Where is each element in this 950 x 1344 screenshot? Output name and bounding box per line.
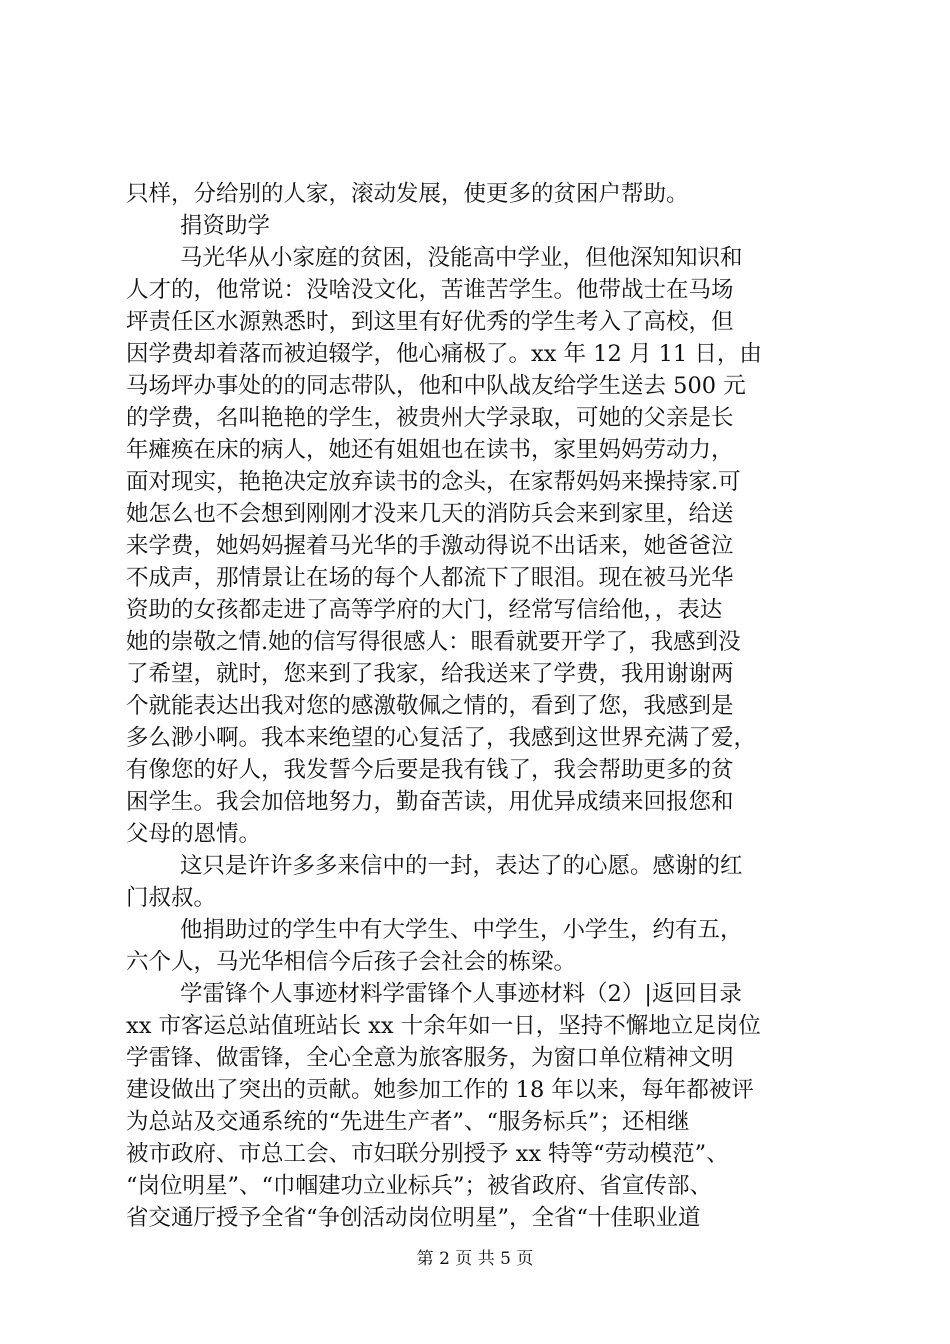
text-line: 个就能表达出我对您的感激敬佩之情的，看到了您，我感到是 — [126, 693, 734, 719]
text-line: 父母的恩情。 — [126, 821, 262, 847]
text-line: 她怎么也不会想到刚刚才没来几天的消防兵会来到家里，给送 — [126, 501, 734, 527]
text-line: 被市政府、市总工会、市妇联分别授予 xx 特等“劳动模范”、 — [126, 1141, 729, 1167]
text-line: 了希望，就时，您来到了我家，给我送来了学费，我用谢谢两 — [126, 661, 734, 687]
text-line: 省交通厅授予全省“争创活动岗位明星”，全省“十佳职业道 — [126, 1205, 701, 1231]
text-line: 马光华从小家庭的贫困，没能高中学业，但他深知知识和 — [180, 245, 743, 271]
text-line: 有像您的好人，我发誓今后要是我有钱了，我会帮助更多的贫 — [126, 757, 734, 783]
text-line: 六个人，马光华相信今后孩子会社会的栋梁。 — [126, 949, 577, 975]
text-line: 只样，分给别的人家，滚动发展，使更多的贫困户帮助。 — [126, 181, 689, 207]
text-line: 人才的，他常说：没啥没文化，苦谁苦学生。他带战士在马场 — [126, 277, 734, 303]
text-line: 他捐助过的学生中有大学生、中学生，小学生，约有五， — [180, 917, 743, 943]
text-line: 面对现实，艳艳决定放弃读书的念头，在家帮妈妈来操持家.可 — [126, 469, 741, 495]
text-line: 多么渺小啊。我本来绝望的心复活了，我感到这世界充满了爱， — [126, 725, 757, 751]
text-line: 马场坪办事处的的同志带队，他和中队战友给学生送去 500 元 — [126, 373, 746, 399]
text-line: 坪责任区水源熟悉时，到这里有好优秀的学生考入了高校，但 — [126, 309, 734, 335]
text-line: 因学费却着落而被迫辍学，他心痛极了。xx 年 12 月 11 日，由 — [126, 341, 762, 367]
text-line: 学雷锋、做雷锋，全心全意为旅客服务，为窗口单位精神文明 — [126, 1045, 734, 1071]
text-line: xx 市客运总站值班站长 xx 十余年如一日，坚持不懈地立足岗位 — [126, 1013, 761, 1039]
text-line: 她的崇敬之情.她的信写得很感人：眼看就要开学了，我感到没 — [126, 629, 741, 655]
text-line: 建设做出了突出的贡献。她参加工作的 18 年以来，每年都被评 — [126, 1077, 754, 1103]
text-line: 门叔叔。 — [126, 885, 217, 911]
text-line: 不成声，那情景让在场的每个人都流下了眼泪。现在被马光华 — [126, 565, 734, 591]
text-line: 年瘫痪在床的病人，她还有姐姐也在读书，家里妈妈劳动力， — [126, 437, 734, 463]
page-footer: 第 2 页 共 5 页 — [416, 1249, 534, 1269]
text-line: 资助的女孩都走进了高等学府的大门，经常写信给他，，表达 — [126, 597, 723, 623]
text-line: 的学费，名叫艳艳的学生，被贵州大学录取，可她的父亲是长 — [126, 405, 734, 431]
text-line: 这只是许许多多来信中的一封，表达了的心愿。感谢的红 — [180, 853, 743, 879]
section-heading: 捐资助学 — [180, 213, 271, 239]
text-line: 来学费，她妈妈握着马光华的手激动得说不出话来，她爸爸泣 — [126, 533, 734, 559]
text-line: 学雷锋个人事迹材料学雷锋个人事迹材料（2）|返回目录 — [180, 981, 742, 1007]
text-line: 为总站及交通系统的“先进生产者”、“服务标兵”；还相继 — [126, 1109, 690, 1135]
text-line: 困学生。我会加倍地努力，勤奋苦读，用优异成绩来回报您和 — [126, 789, 734, 815]
text-line: “岗位明星”、“巾帼建功立业标兵”；被省政府、省宣传部、 — [126, 1173, 713, 1199]
